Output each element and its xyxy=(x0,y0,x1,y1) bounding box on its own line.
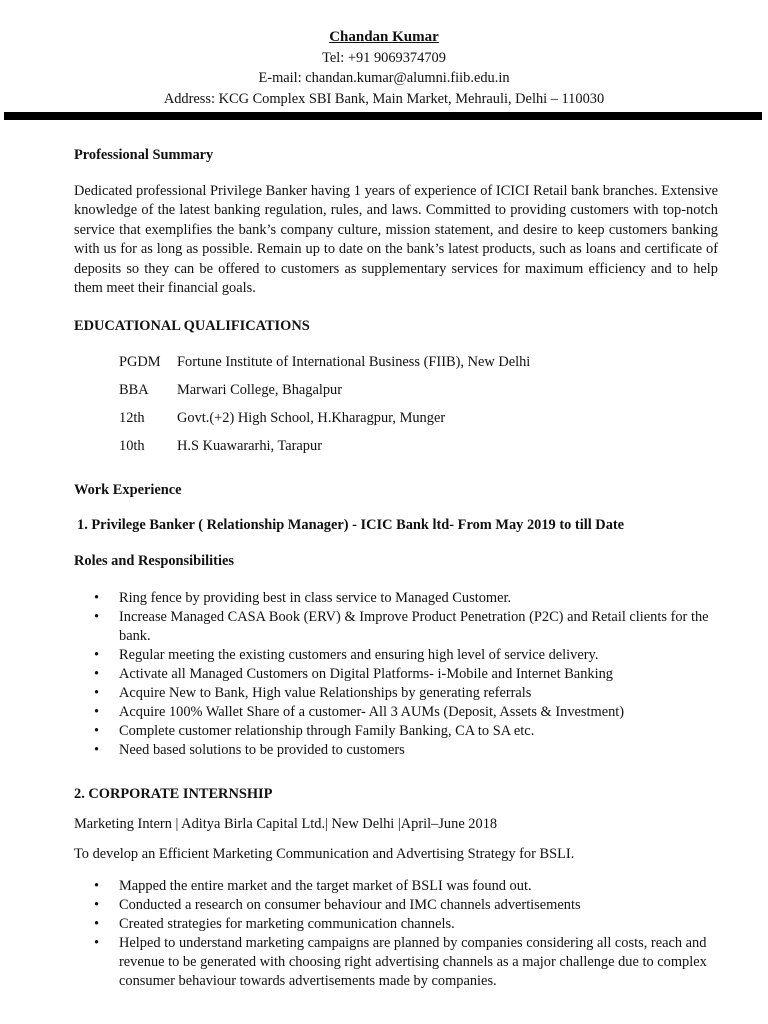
degree: BBA xyxy=(119,382,149,398)
list-item: • Mapped the entire market and the target market of BSLI was found out. xyxy=(74,877,722,896)
education-row xyxy=(119,438,530,466)
resume-header xyxy=(0,27,768,109)
job-title: 1. Privilege Banker ( Relationship Manager) - ICIC Bank ltd- From May 2019 to till Date xyxy=(77,517,625,533)
phone-line: Tel: +91 9069374709 xyxy=(322,49,446,66)
list-item: • Conducted a research on consumer behaviour and IMC channels advertisements xyxy=(74,896,722,915)
list-item: • Ring fence by providing best in class service to Managed Customer. xyxy=(74,589,722,608)
list-item: • Acquire New to Bank, High value Relationships by generating referrals xyxy=(74,684,722,703)
candidate-name: Chandan Kumar xyxy=(329,29,439,45)
internship-list xyxy=(74,877,722,991)
degree: 10th xyxy=(119,438,145,454)
list-item: • Helped to understand marketing campaigns are planned by companies considering all costs, reach and revenue to be generated with choosing right advertising channels as a major challenge due to complex consumer behaviour towards advertisements made by companies. xyxy=(74,934,722,991)
list-item: • Need based solutions to be provided to customers xyxy=(74,741,722,760)
header-divider xyxy=(4,112,762,120)
list-item: • Complete customer relationship through Family Banking, CA to SA etc. xyxy=(74,722,722,741)
roles-heading: Roles and Responsibilities xyxy=(74,553,234,569)
roles-list xyxy=(74,589,722,760)
degree: PGDM xyxy=(119,354,161,370)
degree: 12th xyxy=(119,410,145,426)
list-item: • Activate all Managed Customers on Digital Platforms- i-Mobile and Internet Banking xyxy=(74,665,722,684)
address-line: Address: KCG Complex SBI Bank, Main Market, Mehrauli, Delhi – 110030 xyxy=(163,90,605,107)
list-item: • Increase Managed CASA Book (ERV) & Improve Product Penetration (P2C) and Retail clients for the bank. xyxy=(74,608,722,646)
work-heading: Work Experience xyxy=(74,482,182,498)
education-row xyxy=(119,354,530,382)
institution: Fortune Institute of International Business (FIIB), New Delhi xyxy=(177,354,531,370)
education-list xyxy=(119,354,530,466)
summary-text: Dedicated professional Privilege Banker having 1 years of experience of ICICI Retail bank branches. Extensive knowledge of the latest banking regulation, rules, and laws. Committed to providing customers with top-notch service that exemplifies the bank’s company culture, mission statement, and desire to keep customers banking with us for as long as possible. Remain up to date on the bank’s latest products, such as loans and certificate of deposits so they can be offered to customers as supplementary services for maximum efficiency and to help them meet their financial goals. xyxy=(74,183,718,297)
education-row xyxy=(119,410,530,438)
internship-position: Marketing Intern | Aditya Birla Capital Ltd.| New Delhi |April–June 2018 xyxy=(74,816,498,832)
internship-objective: To develop an Efficient Marketing Communication and Advertising Strategy for BSLI. xyxy=(74,846,575,862)
education-row xyxy=(119,382,530,410)
internship-heading: 2. CORPORATE INTERNSHIP xyxy=(74,786,273,802)
institution: Marwari College, Bhagalpur xyxy=(177,382,343,398)
email-line: E-mail: chandan.kumar@alumni.fiib.edu.in xyxy=(258,70,510,87)
education-heading: EDUCATIONAL QUALIFICATIONS xyxy=(74,318,310,334)
list-item: • Regular meeting the existing customers and ensuring high level of service delivery. xyxy=(74,646,722,665)
institution: Govt.(+2) High School, H.Kharagpur, Munger xyxy=(177,410,446,426)
list-item: • Acquire 100% Wallet Share of a customer- All 3 AUMs (Deposit, Assets & Investment) xyxy=(74,703,722,722)
summary-heading: Professional Summary xyxy=(74,147,214,163)
institution: H.S Kuawararhi, Tarapur xyxy=(177,438,322,454)
list-item: • Created strategies for marketing communication channels. xyxy=(74,915,722,934)
